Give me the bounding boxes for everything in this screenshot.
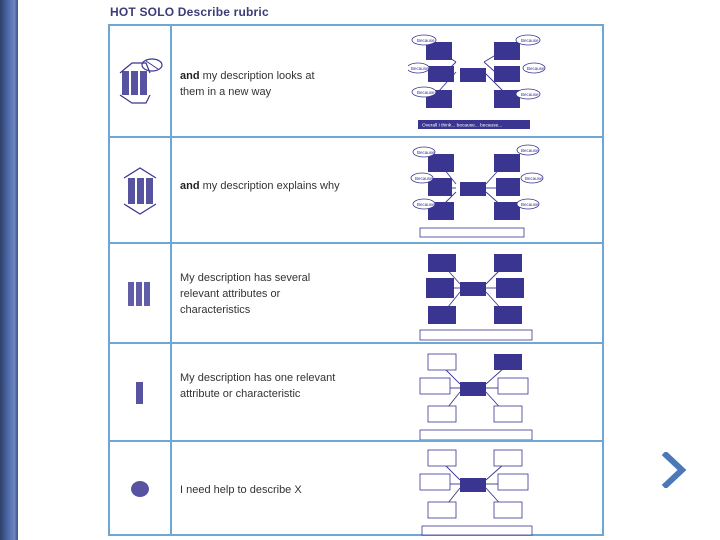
unistructural-icon — [110, 380, 170, 410]
extended-abstract-icon — [110, 51, 170, 111]
map-extended-abstract — [408, 30, 548, 130]
rubric-table — [108, 24, 604, 536]
svg-text:Because: Because — [417, 150, 435, 155]
map-prestructural — [408, 446, 548, 538]
svg-text:Because: Because — [417, 202, 435, 207]
svg-text:Because: Because — [417, 90, 435, 95]
rubric-row-multistructural — [110, 242, 602, 342]
rubric-row-relational — [110, 136, 602, 242]
prestructural-icon — [110, 478, 170, 502]
svg-text:Because: Because — [521, 38, 539, 43]
svg-text:Because: Because — [417, 38, 435, 43]
multistructural-icon — [110, 280, 170, 310]
rubric-description: and my description explains why — [180, 180, 340, 192]
map-relational — [408, 142, 548, 242]
map-unistructural — [408, 348, 548, 442]
svg-text:Because: Because — [521, 202, 539, 207]
rubric-description: I need help to describe X — [180, 484, 302, 496]
svg-text:Because: Because — [415, 176, 433, 181]
relational-icon — [110, 166, 170, 216]
svg-text:Because: Because — [521, 148, 539, 153]
side-decor-bar — [0, 0, 18, 540]
svg-text:Because: Because — [411, 66, 429, 71]
chevron-right-icon[interactable] — [660, 452, 688, 488]
rubric-description: My description has one relevant attribute or characteristic — [180, 372, 336, 400]
svg-text:Because: Because — [525, 176, 543, 181]
rubric-row-extended-abstract — [110, 26, 602, 136]
svg-text:Because: Because — [527, 66, 545, 71]
rubric-row-prestructural — [110, 440, 602, 536]
page-title: HOT SOLO Describe rubric — [110, 5, 269, 19]
svg-text:Because: Because — [521, 92, 539, 97]
rubric-description: and my description looks at them in a new way — [180, 70, 315, 98]
svg-text:Overall I think... because...: Overall I think... because... because... — [422, 123, 503, 129]
rubric-description: My description has several relevant attributes or characteristics — [180, 272, 311, 316]
map-multistructural — [408, 246, 548, 342]
rubric-row-unistructural — [110, 342, 602, 440]
